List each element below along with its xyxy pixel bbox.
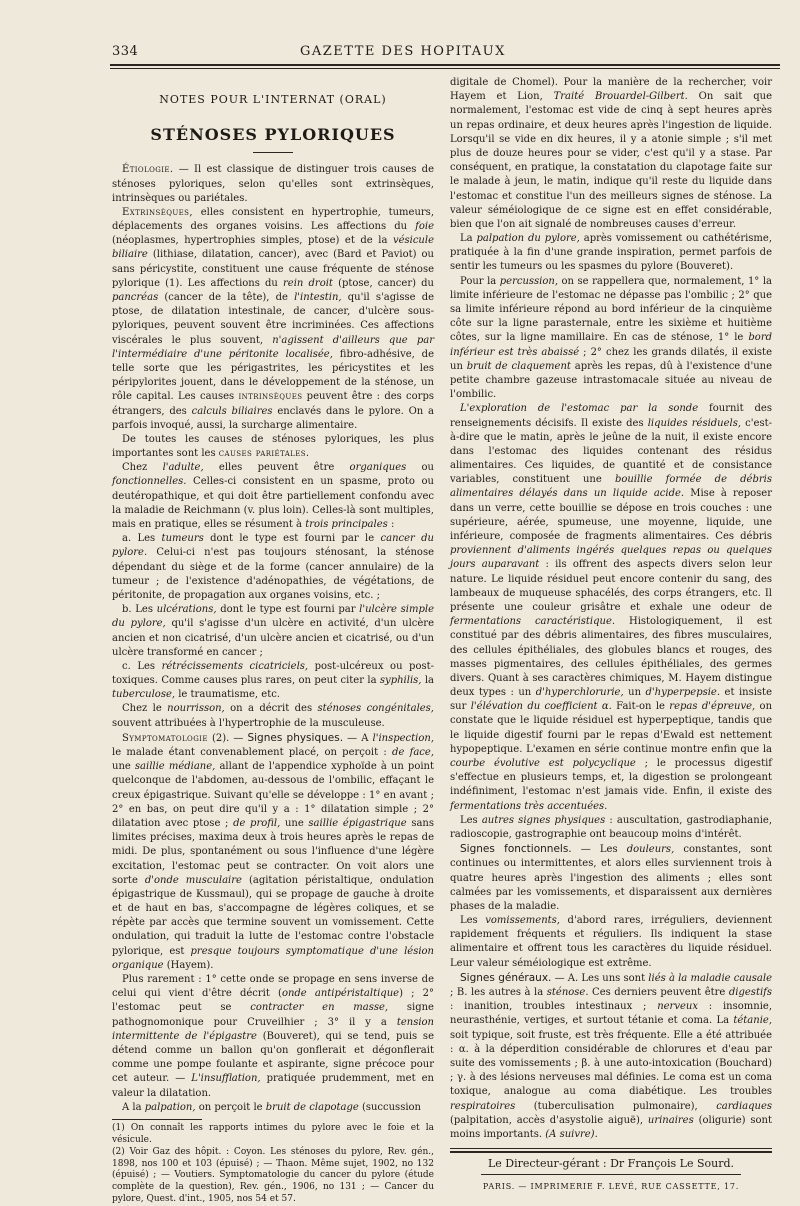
text-run: intrinsèques (238, 391, 303, 403)
text-run: repas d'épreuve, (669, 701, 756, 713)
article-title: STÉNOSES PYLORIQUES (150, 124, 396, 144)
text-run: Signes fonctionnels. (460, 843, 572, 856)
text-run: souvent attribuées à l'hypertrophie de la musculeuse. (112, 717, 385, 729)
text-run: après les repas, dû à l'existence d'une petite chambre gazeuse intrastomacale située au niveau de l'ombilic. (450, 360, 772, 401)
text-run: trois principales (305, 519, 388, 531)
text-run: l'inspection, (372, 732, 435, 744)
text-run: bruit de claquement (466, 360, 571, 372)
paragraph (112, 163, 434, 206)
text-run: d'hyperchlorurie, (535, 687, 624, 699)
text-run: Symptomatologie (122, 732, 208, 744)
text-run: allant de l'appendice xyphoïde à un point quelconque de l'abdomen, au-dessous de l'ombilic, effaçant le creux épigastrique. Suivant qu'elle se développe : 1° en avant ; 2° en bas, on peut dire qu'il y a : 1° dilatation simple ; 2° dilatation avec ptose ; (112, 761, 434, 829)
text-run: l'intestin, (294, 292, 342, 304)
paragraph (112, 731, 434, 973)
left-body-text (112, 163, 434, 1115)
text-run: ; B. les autres à la (450, 987, 547, 998)
text-run: (lithiase, dilatation, cancer), avec (Bard et Paviot) ou sans péricystite, constituent une cause fréquente de sténose pylorique (1). Les affections du (112, 249, 434, 289)
text-run: percussion, (499, 275, 559, 287)
text-run: saillie épigastrique (308, 817, 407, 829)
text-run: le traumatisme, etc. (175, 689, 280, 701)
text-run: De toutes les causes de sténoses pyloriques, les plus importantes sont les (112, 433, 434, 460)
text-run: bruit de clapotage (265, 1101, 359, 1113)
text-run: digestifs (728, 987, 772, 998)
text-run: pancréas (112, 292, 159, 304)
text-run: peuvent être : des corps étrangers, des (112, 391, 434, 417)
text-run: Pour la (460, 275, 500, 287)
text-run: ; le processus digestif s'effectue en plusieurs temps, et, la digestion se prolongeant indéfiniment, l'estomac n'est jamais vide. Enfin, il existe des (450, 758, 772, 798)
text-run: : auscultation, gastrodiaphanie, radioscopie, gastrographie ont beaucoup moins d'intérêt. (450, 814, 773, 840)
text-run: un (623, 687, 646, 699)
text-run: Étiologie. (122, 164, 174, 176)
text-run: — A (343, 732, 373, 744)
text-run: rétrécissements cicatriciels, (161, 660, 309, 672)
text-run: palpation, (144, 1101, 196, 1113)
paragraph (112, 206, 434, 433)
text-run: L'insufflation, (191, 1073, 261, 1085)
text-run: Les (460, 814, 482, 826)
text-run: palpation du pylore, (476, 233, 580, 245)
text-run: Chez (122, 462, 163, 474)
text-run: A la (122, 1101, 145, 1113)
text-run: elles peuvent être (203, 462, 350, 474)
text-run: ou (406, 462, 434, 474)
text-run: de profil, (233, 817, 281, 829)
text-run: Traité Brouardel-Gilbert. (553, 91, 688, 103)
text-run: vésicule biliaire (112, 235, 434, 261)
text-run: digitale de Chomel). Pour la manière de la rechercher, voir Hayem et Lion, (450, 77, 772, 103)
text-run: elles consistent en hypertrophie, tumeurs, déplacements des organes voisins. Les affections du (112, 206, 434, 233)
text-run: c. Les (122, 660, 162, 672)
paragraph (112, 532, 434, 603)
text-run: on constate que le liquide résiduel est hyperpeptique, tandis que le liquide digestif fourni par le repas d'Ewald est nettement hypopeptique. L'examen en série continue montre enfin que la (450, 701, 773, 755)
text-run: Signes physiques. (247, 731, 344, 744)
footnote-divider (112, 1119, 202, 1120)
text-run: l'ulcère simple du pylore, (112, 604, 434, 630)
footnote-2: (2) Voir Gaz des hôpit. : Coyon. Les sténoses du pylore, Rev. gén., 1898, nos 100 et 103 (épuisé) ; — Thaon. Même sujet, 1902, no 132 (épuisé) ; — Voutiers. Symptomatologie du cancer du pylore (étude complète de la question), Rev. gén., 1906, no 131 ; — Cancer du pylore, Quest. d'int., 1905, nos 54 et 57. (112, 1146, 434, 1205)
text-run: bouillie formée de débris alimentaires délayés dans un liquide acide. (450, 474, 772, 500)
text-run: sténose. (546, 987, 589, 998)
text-run: : (387, 519, 395, 531)
text-run: Signes généraux. (460, 971, 552, 984)
text-run: de face, (392, 747, 435, 759)
text-run: vomissements, (485, 915, 560, 927)
text-run: (succussion (358, 1101, 421, 1113)
paragraph (450, 914, 772, 971)
text-run: cardiaques (716, 1100, 772, 1112)
text-run: enclavés dans le pylore. On a parfois invoqué, aussi, la surcharge alimentaire. (112, 405, 435, 431)
text-run: Plus rarement : 1° cette onde se propage en sens inverse de celui qui vient d'être décrit ( (112, 974, 434, 1000)
text-run: le malade étant convenablement placé, on perçoit : (112, 747, 393, 759)
text-run: (agitation péristaltique, ondulation épigastrique de Kussmaul), qui se propage de gauche à droite et de haut en bas, s'accompagne de légères coliques, et se répète par accès que termine souvent un vomissement. Cette ondulation, qui traduit la lutte de l'estomac contre l'obstacle pylorique, est (112, 874, 434, 957)
text-run: (cancer de la tête), de (158, 292, 295, 304)
text-run: : insomnie, neurasthénie, vertiges, et surtout tétanie et coma. La (450, 1001, 772, 1027)
director-line: Le Directeur-gérant : Dr François Le Sourd. (487, 1157, 735, 1171)
left-column (112, 92, 434, 1206)
text-run: causes pariétales. (218, 448, 310, 460)
text-run: Chez le (122, 703, 168, 715)
text-run: sans limites précises, maxima deux à trois heures après le repas de midi. De plus, spontanément ou sous l'influence d'une légère excitation, l'estomac peut se contracter. On voit alors une sorte (112, 817, 434, 886)
text-run: On sait que normalement, l'estomac est vide de cinq à sept heures après un repas ordinaire, et deux heures après l'ingestion de liquide. Lorsqu'il se vide en dix heures, il y a atonie simple ; s'il met plus de douze heures pour se vider, c'est qu'il y a stase. Par conséquent, en pratique, la constatation du clapotage faite sur le malade à jeun, le matin, indique qu'il reste du liquide dans l'estomac et constitue l'un des meilleurs signes de sténose. La valeur séméiologique de ce signe est en effet considérable, bien que l'on ait signalé de nombreuses causes d'erreur. (450, 91, 773, 230)
text-run: onde antipéristaltique (281, 988, 400, 1000)
paragraph (450, 814, 772, 842)
text-run: saillie médiane, (134, 761, 216, 773)
text-run: ; 2° chez les grands dilatés, il existe un (450, 346, 772, 372)
text-run: (A suivre). (545, 1128, 598, 1140)
text-run: d'onde musculaire (144, 874, 242, 886)
text-run: la (421, 675, 434, 687)
text-run: Ces derniers peuvent être (588, 987, 729, 998)
text-run: ) ; 2° l'estomac peut se (112, 988, 434, 1014)
text-run: d'abord rares, irréguliers, deviennent rapidement fréquents et réguliers. Ils indiquent la stase alimentaire et offrent tous les caractères du liquide résiduel. Leur valeur séméiologique est extrême. (450, 915, 772, 969)
text-run: — Il est classique de distinguer trois causes de sténoses pyloriques, selon qu'elles sont extrinsèques, intrinsèques ou pariétales. (112, 164, 434, 204)
paragraph (450, 232, 772, 275)
text-run: urinaires (647, 1114, 694, 1126)
text-run: on perçoit le (195, 1101, 266, 1113)
printer-rule (481, 1174, 741, 1175)
text-run: La (460, 233, 477, 245)
text-run: cancer du pylore. (112, 533, 434, 559)
text-run: respiratoires (450, 1100, 516, 1112)
text-run: (oligurie) sont moins importants. (450, 1114, 772, 1140)
text-run: Celui-ci n'est pas toujours sténosant, la sténose dépendant du siège et de la forme (cancer annulaire) de la tumeur ; de l'existence d'adénopathies, de végétations, de péritonite, de propagation aux organes voisins, etc. ; (112, 547, 434, 601)
text-run: calculs biliaires (191, 405, 273, 417)
text-run: (Hayem). (163, 959, 214, 971)
text-run: nerveux (657, 1001, 698, 1013)
text-run: Mise à reposer dans un verre, cette bouillie se dépose en trois couches : une supérieure, aérée, spumeuse, une moyenne, liquide, une inférieure, composée de fragments alimentaires. Ces débris (450, 488, 772, 542)
text-run: rein droit (283, 277, 333, 289)
text-run: constantes, sont continues ou intermittentes, et alors elles surviennent trois à quatre heures après l'ingestion des aliments ; elles sont calmées par les vomissements, et disparaissent aux dernières phases de la maladie. (450, 844, 772, 912)
text-run: bord inférieur est très abaissé (450, 332, 772, 358)
text-run: (néoplasmes, hypertrophies simples, ptose) et de la (112, 235, 393, 247)
text-run: une (280, 817, 309, 829)
text-run: signe pathognomonique pour Cruveilhier ; 3° il y a (112, 1002, 434, 1028)
text-run: ulcérations, (156, 604, 217, 616)
text-run: fermentations caractéristique. (450, 616, 616, 628)
paragraph (112, 433, 434, 461)
paragraph (112, 461, 434, 532)
text-run: (Bouveret), qui se tend, puis se détend comme un ballon qu'on gonflerait et dégonflerait comme une pompe foulante et aspirante, signe précoce pour cet auteur. — (112, 1030, 434, 1085)
text-run: (ptose, cancer) du (332, 277, 435, 289)
text-run: après vomissement ou cathétérisme, pratiquée à la fin d'une grande inspiration, permet parfois de sentir les tumeurs ou les spasmes du pylore (Bouveret). (450, 233, 773, 273)
text-run: soit typique, soit fruste, est très fréquente. Elle a été attribuée : α. à la déperdition considérable de chlorures et d'eau par suite des vomissements ; β. à une auto-intoxication (Bouchard) ; γ. à des lésions nerveuses mal définies. Le coma est un coma toxique, analogue au coma diabétique. Les troubles (450, 1029, 772, 1098)
text-run: tétanie, (733, 1015, 772, 1027)
text-run: douleurs, (626, 844, 675, 856)
text-run: qu'il s'agisse de ptose, de dilatation intestinale, de cancer, d'ulcère sous-pyloriques, peuvent souvent être incriminées. Ces affections viscérales le plus souvent, (112, 292, 435, 346)
text-run: c'est-à-dire que le matin, après le jeûne de la nuit, il existe encore dans l'estomac des liquides contenant des résidus alimentaires. Ces liquides, de quantité et de consistance variables, constituent une (450, 417, 772, 486)
text-run: tumeurs (161, 533, 204, 545)
text-run: nourrisson, (167, 703, 225, 715)
text-run: Fait-on le (611, 701, 670, 713)
director-rule-thick (450, 1151, 772, 1153)
text-run: Les (460, 915, 486, 927)
paragraph (450, 842, 772, 914)
text-run: Celles-ci consistent en un spasme, proto ou deutéropathique, et qui doit être partiellement confondu avec la maladie de Reichmann (v. plus loin). Celles-là sont multiples, mais en pratique, elles se résument à (112, 476, 434, 531)
text-run: pratiquée prudemment, met en valeur la dilatation. (112, 1073, 434, 1099)
right-column (450, 76, 772, 1192)
text-run: une (112, 761, 135, 773)
text-run: dont le type est fourni par (216, 604, 360, 616)
text-run: presque toujours symptomatique d'une lésion organique (112, 945, 434, 971)
text-run: tuberculose, (112, 689, 176, 701)
printer-line: PARIS. — IMPRIMERIE F. LEVÉ, RUE CASSETTE, 17. (482, 1181, 740, 1191)
footnotes (112, 1123, 434, 1206)
footnote-1: (1) On connaît les rapports intimes du pylore avec le foie et la vésicule. (112, 1122, 434, 1145)
paragraph (450, 76, 772, 232)
text-run: (tuberculisation pulmonaire), (515, 1100, 717, 1112)
page-number: 334 (112, 44, 139, 59)
text-run: L'exploration de l'estomac par la sonde (460, 403, 699, 415)
text-run: d'hyperpepsie. (645, 687, 721, 699)
text-run: fibro-adhésive, de telle sorte que les périgastrites, les péricystites et les péripylorites jouent, dans le développement de la sténose, un rôle capital. Les causes (112, 348, 434, 403)
text-run: qu'il s'agisse d'un ulcère en activité, d'un ulcère ancien et non cicatrisé, d'un ulcère ancien et cicatrisé, ou d'un ulcère transformé en cancer ; (112, 618, 434, 658)
text-run: liés à la maladie causale (648, 972, 772, 984)
paragraph (450, 402, 772, 813)
paragraph (450, 275, 772, 403)
paragraph (112, 702, 434, 730)
right-body-text (450, 76, 772, 1142)
paragraph (112, 660, 434, 703)
text-run: fermentations très accentuées. (450, 800, 608, 812)
text-run: l'élévation du coefficient α. (470, 701, 612, 713)
text-run: dont le type est fourni par le (203, 533, 381, 545)
text-run: syphilis, (379, 675, 422, 687)
text-run: sténoses congénitales, (317, 703, 434, 715)
director-rule-thin (450, 1148, 772, 1149)
text-run: (palpitation, accès d'asystolie aiguë), (450, 1114, 648, 1126)
text-run: post-ulcéreux ou post-toxiques. Comme causes plus rares, on peut citer la (112, 660, 434, 687)
text-run: liquides résiduels, (647, 417, 742, 429)
text-run: : inanition, troubles intestinaux ; (450, 1001, 658, 1013)
title-divider (253, 152, 293, 153)
section-heading: NOTES POUR L'INTERNAT (ORAL) (159, 93, 387, 106)
text-run: fournit des renseignements décisifs. Il existe des (450, 403, 772, 429)
header-rule-thin (110, 68, 780, 69)
text-run: b. Les (122, 604, 157, 616)
paragraph (112, 973, 434, 1101)
text-run: — A. Les uns sont (551, 972, 649, 984)
text-run: Histologiquement, il est constitué par des débris alimentaires, des fibres musculaires, des cellules épithéliales, des globules blancs et rouges, des masses pigmentaires, des cellules épithéliales, des germes divers. Quant à ses caractères chimiques, M. Hayem distingue deux types : un (450, 616, 772, 699)
text-run: (2). — (207, 732, 248, 744)
text-run: a. Les (122, 533, 162, 545)
text-run: contracter en masse, (250, 1002, 389, 1014)
text-run: on a décrit des (224, 703, 318, 715)
text-run: : ils offrent des aspects divers selon leur nature. Le liquide résiduel peut encore contenir du sang, des lambeaux de muqueuse sphacélés, des corps étrangers, etc. Il présente une couleur grisâtre et exhale une odeur de (450, 559, 772, 613)
text-run: et insiste sur (450, 687, 772, 713)
text-run: foie (415, 221, 434, 233)
paragraph (112, 603, 434, 660)
text-run: l'adulte, (162, 462, 204, 474)
text-run: n'agissent d'ailleurs que par l'intermédiaire d'une péritonite localisée, (112, 334, 434, 360)
text-run: autres signes physiques (481, 814, 606, 826)
text-run: Extrinsèques, (122, 206, 193, 218)
text-run: on se rappellera que, normalement, 1° la limite inférieure de l'estomac ne dépasse pas l'ombilic ; 2° que sa limite inférieure répond au bord inférieur de la cinquième côte sur la ligne parasternale, entre les sixième et huitième côtes, sur la ligne mamillaire. En cas de sténose, 1° le (450, 275, 772, 344)
journal-title: GAZETTE DES HOPITAUX (300, 44, 506, 59)
paragraph (450, 971, 772, 1142)
text-run: — Les (571, 844, 627, 856)
text-run: tension intermittente de l'épigastre (112, 1016, 434, 1042)
paragraph (112, 1101, 434, 1115)
header-rule (110, 64, 780, 66)
text-run: courbe évolutive est polycyclique (450, 758, 636, 769)
text-run: organiques (349, 462, 407, 474)
text-run: fonctionnelles. (112, 476, 187, 488)
text-run: proviennent d'aliments ingérés quelques repas ou quelques jours auparavant (450, 545, 772, 571)
